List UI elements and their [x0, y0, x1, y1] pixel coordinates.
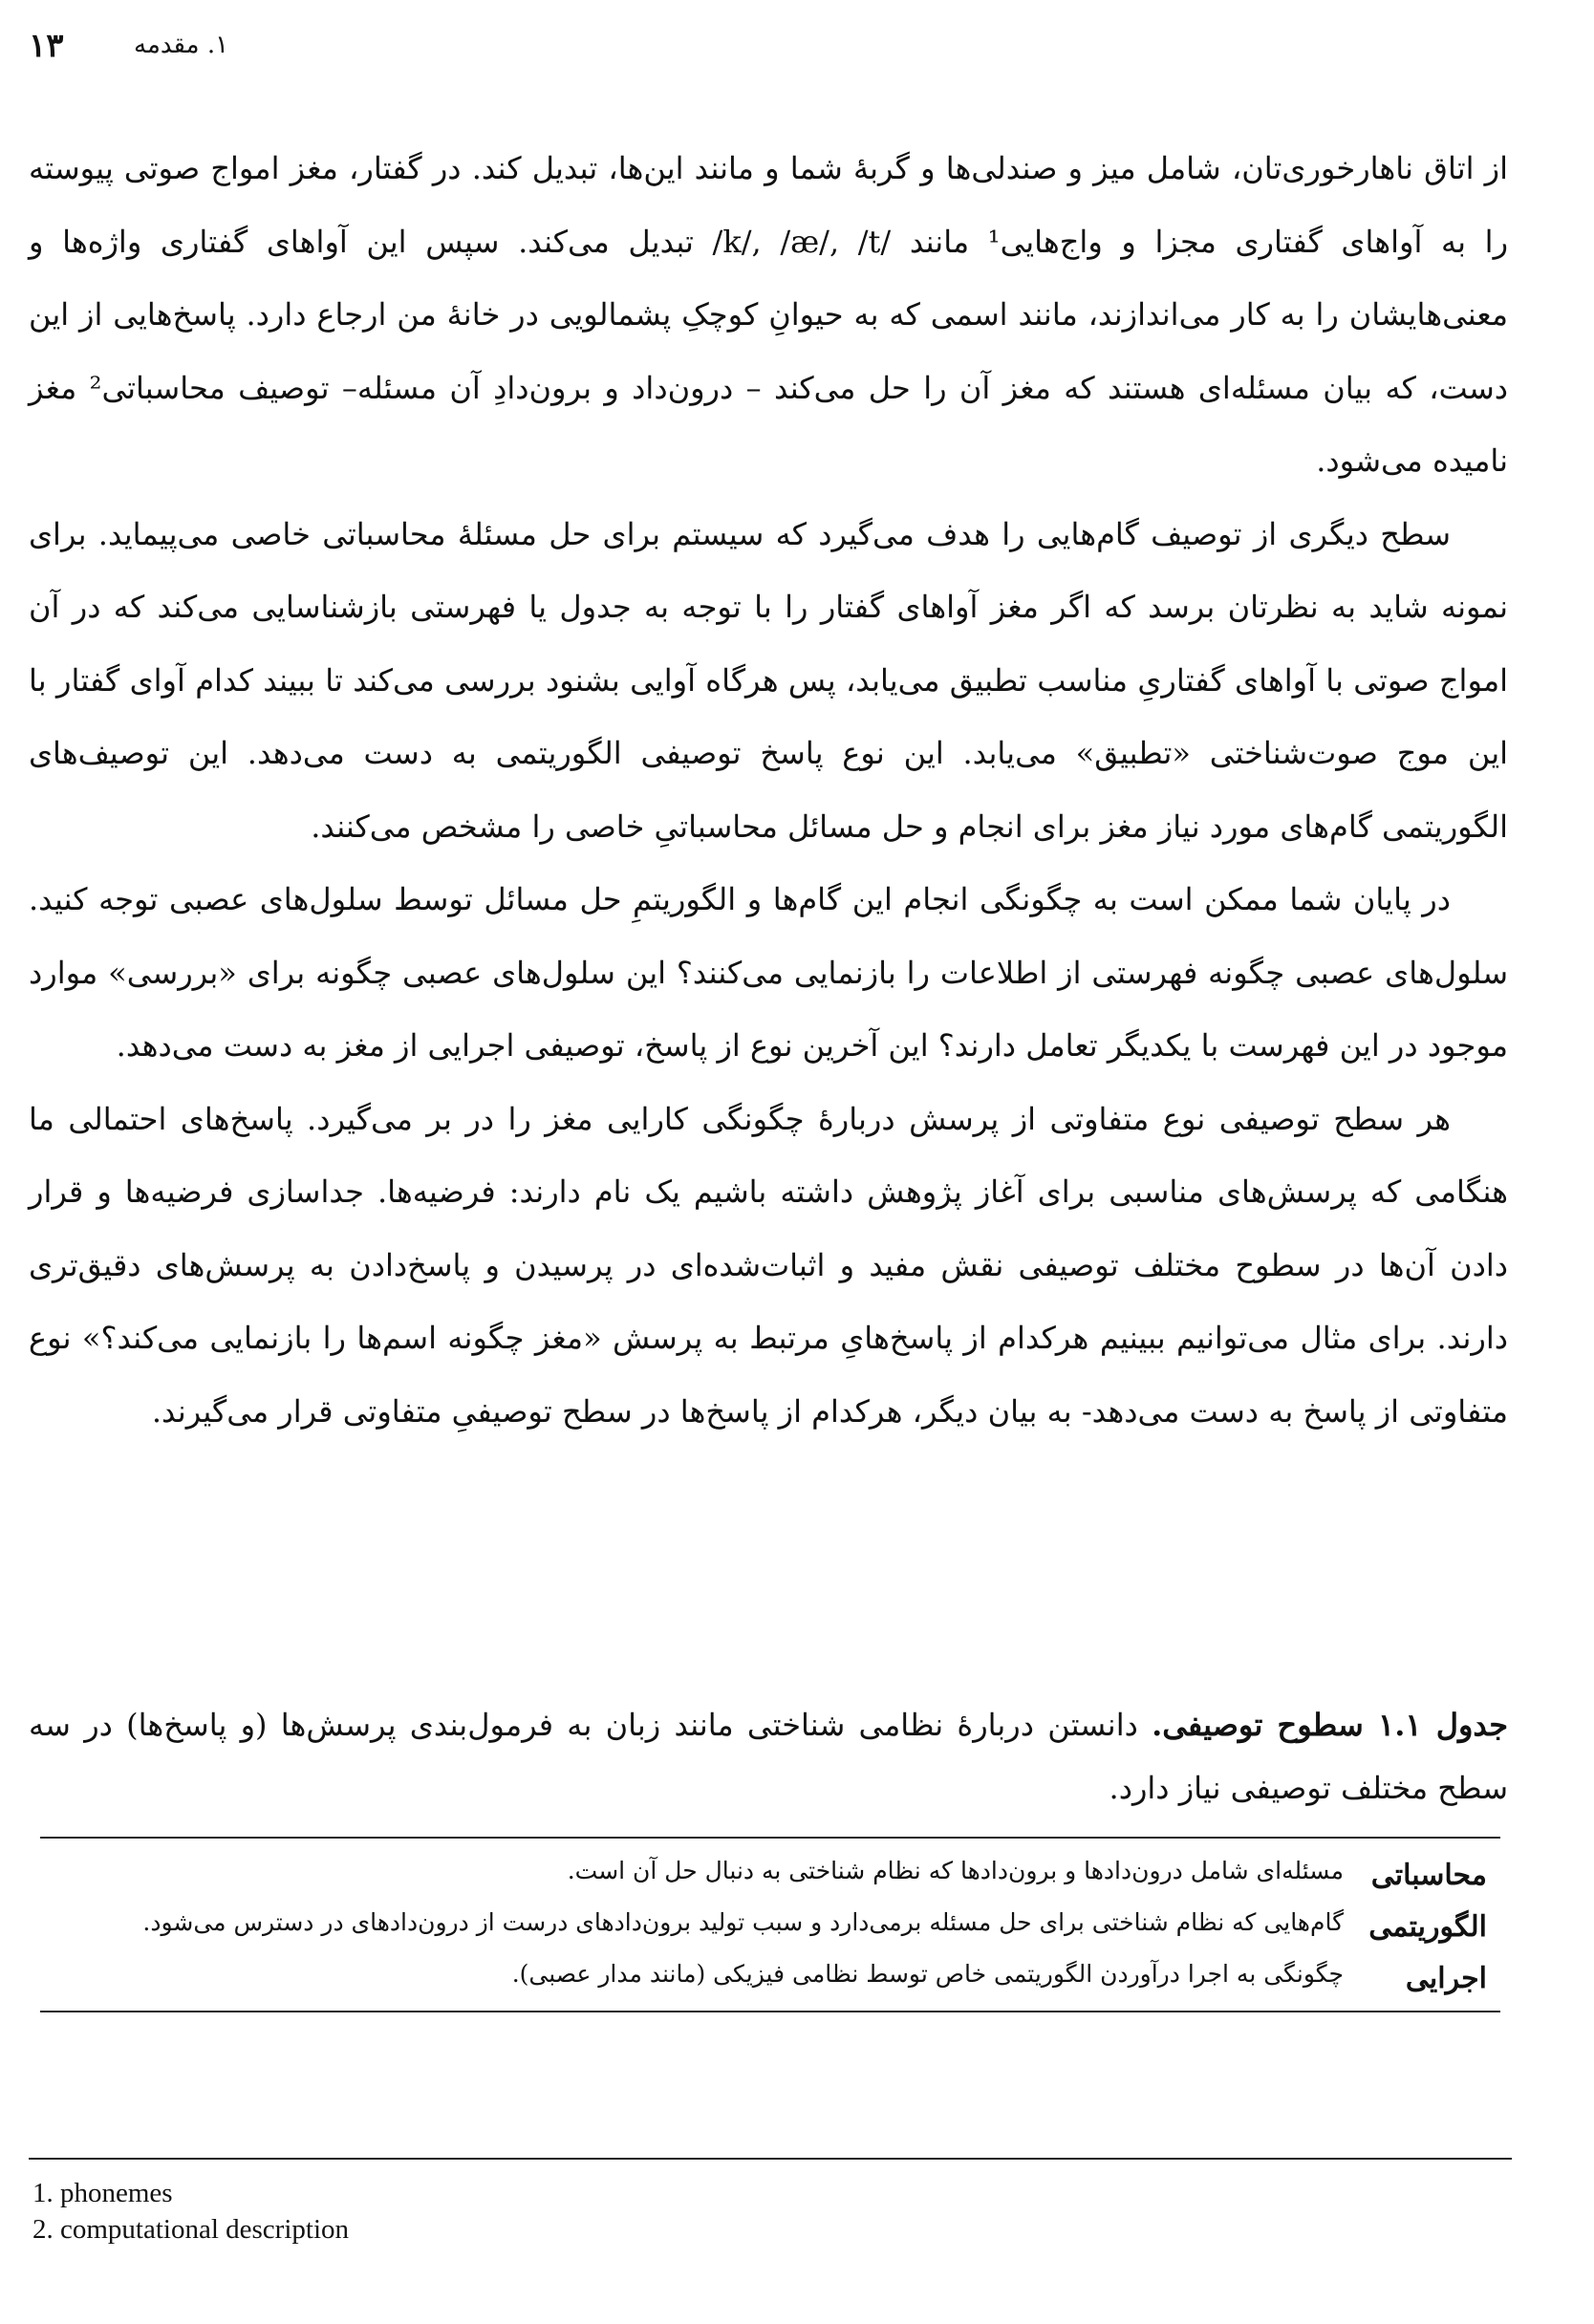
page-number: ۱۳ — [29, 27, 64, 65]
level-description: مسئله‌ای شامل درون‌دادها و برون‌دادها که نظام شناختی به دنبال حل آن است. — [567, 1857, 1344, 1884]
table-row — [40, 1900, 1500, 1951]
table-caption — [29, 1693, 1508, 1819]
footnote: 1. phonemes — [32, 2178, 173, 2208]
table-caption-label: جدول ۱.۱ سطوح توصیفی. — [1152, 1707, 1509, 1743]
paragraph: سطح دیگری از توصیف گام‌هایی را هدف می‌گیرد که سیستم برای حل مسئلهٔ محاسباتی خاصی می‌پیماید. برای نمونه شاید به نظرتان برسد که اگر مغز آواهای گفتار را با توجه به جدول یا فهرستی بازشناسایی می‌کند که در آن امواج صوتی با آواهای گفتاریِ مناسب تطبیق می‌یابد، پس هرگاه آوایی بشنود بررسی می‌کند تا ببیند کدام آوای گفتار با این موج صوت‌شناختی «تطبیق» می‌یابد. این نوع پاسخ توصیفی الگوریتمی به دست می‌دهد. این توصیف‌های الگوریتمی گام‌های مورد نیاز مغز برای انجام و حل مسائل محاسباتیِ خاصی را مشخص می‌کنند. — [29, 515, 1509, 845]
table-row — [40, 1848, 1500, 1900]
level-name: محاسباتی — [1370, 1859, 1487, 1892]
level-description: چگونگی به اجرا درآوردن الگوریتمی خاص توسط نظامی فیزیکی (مانند مدار عصبی). — [511, 1960, 1344, 1988]
paragraph: از اتاق ناهارخوری‌تان، شامل میز و صندلی‌ها و گربهٔ شما و مانند این‌ها، تبدیل کند. در گفتار، مغز امواج صوتی پیوسته را به آواهای گفتاری مجزا و واج‌هایی¹ مانند /k/, /æ/, /t/ تبدیل می‌کند. سپس این آواهای گفتاری واژه‌ها و معنی‌هایشان را به کار می‌اندازند، مانند اسمی که به حیوانِ کوچکِ پشمالویی در خانهٔ من ارجاع دارد. پاسخ‌هایی از این دست، که بیان مسئله‌ای هستند که مغز آن را حل می‌کند – درون‌داد و برون‌دادِ آن مسئله– توصیف محاسباتی² مغز نامیده می‌شود. — [29, 150, 1509, 479]
body-text — [29, 132, 1508, 1448]
running-header — [29, 27, 1519, 75]
paragraph: هر سطح توصیفی نوع متفاوتی از پرسش دربارهٔ چگونگی کارایی مغز را در بر می‌گیرد. پاسخ‌های احتمالی ما هنگامی که پرسش‌های مناسبی برای آغاز پژوهش داشته باشیم یک نام دارند: فرضیه‌ها. جداسازی فرضیه‌ها و قرار دادن آن‌ها در سطوح مختلف توصیفی نقش مفید و اثبات‌شده‌ای در پرسیدن و پاسخ‌دادن به پرسش‌های دقیق‌تری دارند. برای مثال می‌توانیم ببینیم هرکدام از پاسخ‌هایِ مرتبط به پرسش «مغز چگونه اسم‌ها را بازنمایی می‌کند؟» نوع متفاوتی از پاسخ به دست می‌دهد- به بیان دیگر، هرکدام از پاسخ‌ها در سطح توصیفیِ متفاوتی قرار می‌گیرند. — [29, 1100, 1508, 1430]
table-row — [40, 1951, 1500, 2003]
level-name: الگوریتمی — [1368, 1910, 1487, 1944]
footnotes — [32, 2175, 349, 2248]
levels-table — [40, 1837, 1500, 2012]
level-description: گام‌هایی که نظام شناختی برای حل مسئله برمی‌دارد و سبب تولید برون‌دادهای درست از درون‌دادهای در دسترس می‌شود. — [142, 1908, 1344, 1936]
chapter-title: ۱. مقدمه — [134, 31, 229, 59]
footnote: 2. computational description — [32, 2214, 350, 2245]
level-name: اجرایی — [1405, 1962, 1487, 1995]
paragraph: در پایان شما ممکن است به چگونگی انجام این گام‌ها و الگوریتمِ حل مسائل توسط سلول‌های عصبی توجه کنید. سلول‌های عصبی چگونه فهرستی از اطلاعات را بازنمایی می‌کنند؟ این سلول‌های عصبی چگونه برای «بررسی» موارد موجود در این فهرست با یکدیگر تعامل دارند؟ این آخرین نوع از پاسخ، توصیفی اجرایی از مغز به دست می‌دهد. — [29, 881, 1509, 1064]
table-caption-text: دانستن دربارهٔ نظامی شناختی مانند زبان به فرمول‌بندی پرسش‌ها (و پاسخ‌ها) در سه سطح مختلف توصیفی نیاز دارد. — [29, 1707, 1508, 1806]
footnote-divider — [29, 2158, 1512, 2160]
